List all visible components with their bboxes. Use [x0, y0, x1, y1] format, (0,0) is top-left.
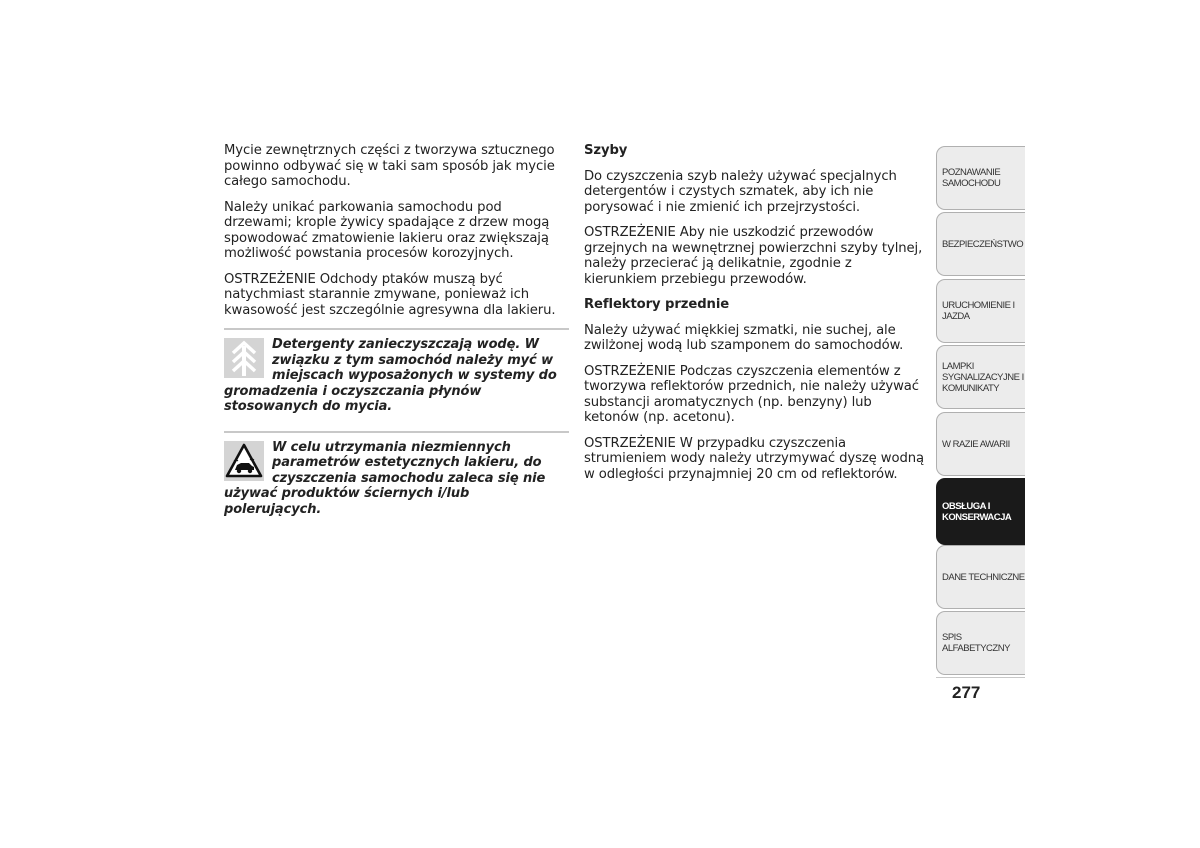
paragraph-bird-droppings: OSTRZEŻENIE Odchody ptaków muszą być natychmiast starannie zmywane, ponieważ ich kwasowość jest szczególnie agresywna dla lakieru.: [224, 271, 556, 318]
tab-poznawanie-samochodu[interactable]: [936, 146, 1025, 210]
paragraph-reflektory-warning-water: OSTRZEŻENIE W przypadku czyszczenia strumieniem wody należy utrzymywać dyszę wodną w odległości przynajmniej 20 cm od reflektorów.: [584, 435, 924, 482]
warning-note-text: W celu utrzymania niezmiennych parametrów estetycznych lakieru, do czyszczenia samochodu zaleca się nie używać produktów ściernych i/lub polerujących.: [224, 439, 546, 517]
environment-note-text: Detergenty zanieczyszczają wodę. W związku z tym samochód należy myć w miejscach wyposażonych w systemy do gromadzenia i oczyszczania płynów stosowanych do mycia.: [224, 337, 557, 414]
paragraph-reflektory-cloth: Należy używać miękkiej szmatki, nie suchej, ale zwilżonej wodą lub szamponem do samochodów.: [584, 322, 904, 353]
page-number-divider: [936, 677, 1025, 678]
tab-label: SPIS ALFABETYCZNY: [942, 632, 1010, 654]
tab-label: DANE TECHNICZNE: [942, 571, 1025, 583]
tab-obsluga-i-konserwacja[interactable]: [936, 478, 1025, 545]
middle-column: [584, 143, 924, 492]
tab-label: OBSŁUGA I KONSERWACJA: [942, 500, 1012, 523]
paragraph-plastic-parts: Mycie zewnętrznych części z tworzywa sztucznego powinno odbywać się w taki sam sposób jak mycie całego samochodu.: [224, 143, 555, 189]
warning-car-icon: [224, 441, 264, 481]
tab-uruchomienie-i-jazda[interactable]: [936, 279, 1025, 343]
tab-label: POZNAWANIE SAMOCHODU: [942, 167, 1001, 189]
tab-lampki-sygnalizacyjne[interactable]: [936, 345, 1025, 409]
paragraph-szyby-warning: OSTRZEŻENIE Aby nie uszkodzić przewodów grzejnych na wewnętrznej powierzchni szyby tylnej, należy przecierać ją delikatnie, zgodnie z kierunkiem przebiegu przewodów.: [584, 225, 923, 287]
tab-label: URUCHOMIENIE I JAZDA: [942, 300, 1015, 322]
tab-bezpieczenstwo[interactable]: [936, 212, 1025, 276]
heading-reflektory: Reflektory przednie: [584, 297, 730, 312]
tab-w-razie-awarii[interactable]: [936, 412, 1025, 476]
paragraph-reflektory-warning-substances: OSTRZEŻENIE Podczas czyszczenia elementów z tworzywa reflektorów przednich, nie należy używać substancji aromatycznych (np. benzyny) lub ketonów (np. acetonu).: [584, 363, 919, 425]
tab-spis-alfabetyczny[interactable]: [936, 611, 1025, 675]
paragraph-szyby-cleaning: Do czyszczenia szyb należy używać specjalnych detergentów i czystych szmatek, aby ich nie porysować i nie zmienić ich przejrzystości.: [584, 168, 897, 215]
heading-szyby: Szyby: [584, 143, 628, 158]
page-number: 277: [952, 683, 981, 702]
warning-note: [224, 431, 569, 518]
environment-tree-icon: [224, 338, 264, 378]
tab-label: W RAZIE AWARII: [942, 438, 1010, 450]
tab-label: LAMPKI SYGNALIZACYJNE I KOMUNIKATY: [942, 360, 1024, 394]
paragraph-trees: Należy unikać parkowania samochodu pod drzewami; krople żywicy spadające z drzew mogą spowodować zmatowienie lakieru oraz zwiększają możliwość powstania procesów korozyjnych.: [224, 199, 550, 261]
environment-note: [224, 328, 569, 415]
tab-label: BEZPIECZEŃSTWO: [942, 238, 1024, 250]
tab-dane-techniczne[interactable]: [936, 545, 1025, 609]
left-column: [224, 143, 569, 527]
